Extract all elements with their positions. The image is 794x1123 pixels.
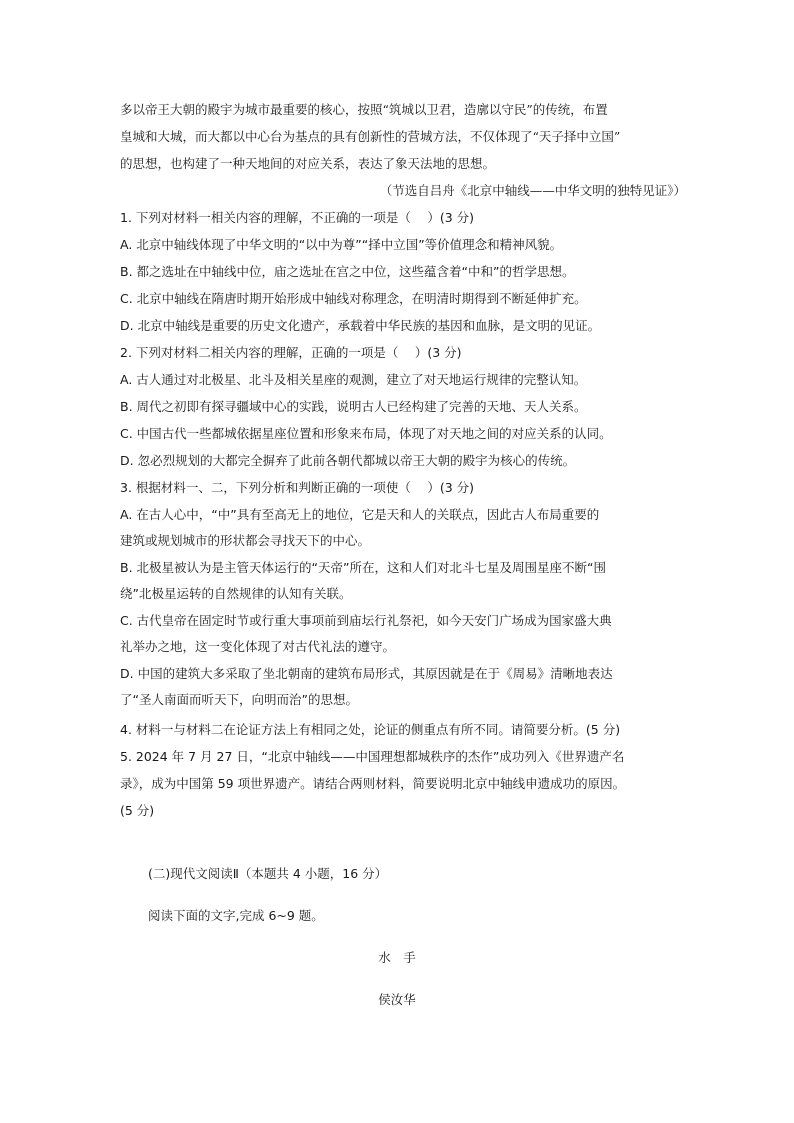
q3-option-d-line-2: 了“圣人南面而听天下，向明而治”的思想。 (120, 692, 358, 707)
q2-stem: 2. 下列对材料二相关内容的理解，正确的一项是（ ）(3 分) (120, 345, 462, 360)
q1-option-d: D. 北京中轴线是重要的历史文化遗产，承载着中华民族的基因和血脉，是文明的见证。 (120, 318, 601, 333)
q3-stem: 3. 根据材料一、二，下列分析和判断正确的一项使（ ）(3 分) (120, 480, 475, 495)
q1-stem: 1. 下列对材料一相关内容的理解，不正确的一项是（ ）(3 分) (120, 210, 475, 225)
passage-source: （节选自吕舟《北京中轴线——中华文明的独特见证》） (379, 183, 686, 198)
q3-option-b-line-1: B. 北极星被认为是主管天体运行的“天帝”所在，这和人们对北斗七星及周围星座不断“围 (120, 560, 606, 575)
text-author: 侯汝华 (378, 992, 416, 1007)
q3-option-c-line-1: C. 古代皇帝在固定时节或行重大事项前到庙坛行礼祭祀，如今天安门广场成为国家盛大典 (120, 613, 612, 628)
q3-option-c-line-2: 礼举办之地，这一变化体现了对古代礼法的遵守。 (120, 639, 396, 654)
q5-line-1: 5. 2024 年 7 月 27 日，“北京中轴线——中国理想都城秩序的杰作”成功列入《世界遗产名 (120, 749, 625, 764)
q1-option-b: B. 都之选址在中轴线中位，庙之选址在宫之中位，这些蕴含着“中和”的哲学思想。 (120, 264, 575, 279)
q5-line-3: (5 分) (120, 803, 155, 818)
text-title: 水 手 (378, 950, 416, 965)
passage-line-2: 皇城和大城，而大都以中心台为基点的具有创新性的营城方法，不仅体现了“天子择中立国” (120, 129, 621, 144)
passage-line-1: 多以帝王大朝的殿宇为城市最重要的核心，按照“筑城以卫君，造廓以守民”的传统，布置 (120, 102, 608, 117)
q5-line-2: 录》，成为中国第 59 项世界遗产。请结合两则材料，简要说明北京中轴线申遗成功的原因。 (120, 776, 626, 791)
q3-option-a-line-1: A. 在古人心中，“中”具有至高无上的地位，它是天和人的关联点，因此古人布局重要的 (120, 507, 600, 522)
q2-option-c: C. 中国古代一些都城依据星座位置和形象来布局，体现了对天地之间的对应关系的认同。 (120, 426, 612, 441)
q2-option-d: D. 忽必烈规划的大都完全摒弃了此前各朝代都城以帝王大朝的殿宇为核心的传统。 (120, 453, 576, 468)
section-heading: (二)现代文阅读Ⅱ（本题共 4 小题，16 分） (148, 866, 388, 881)
q3-option-b-line-2: 绕”北极星运转的自然规律的认知有关联。 (120, 586, 352, 601)
section-instruction: 阅读下面的文字,完成 6~9 题。 (148, 908, 324, 923)
q3-option-a-line-2: 建筑或规划城市的形状都会寻找天下的中心。 (120, 533, 371, 548)
passage-line-3: 的思想，也构建了一种天地间的对应关系，表达了象天法地的思想。 (120, 156, 496, 171)
q1-option-c: C. 北京中轴线在隋唐时期开始形成中轴线对称理念，在明清时期得到不断延伸扩充。 (120, 291, 587, 306)
q4-stem: 4. 材料一与材料二在论证方法上有相同之处，论证的侧重点有所不同。请简要分析。(5 分) (120, 722, 621, 737)
q2-option-b: B. 周代之初即有探寻疆域中心的实践，说明古人已经构建了完善的天地、天人关系。 (120, 399, 587, 414)
q2-option-a: A. 古人通过对北极星、北斗及相关星座的观测，建立了对天地运行规律的完整认知。 (120, 372, 587, 387)
q1-option-a: A. 北京中轴线体现了中华文明的“以中为尊”“择中立国”等价值理念和精神风貌。 (120, 237, 563, 252)
q3-option-d-line-1: D. 中国的建筑大多采取了坐北朝南的建筑布局形式，其原因就是在于《周易》清晰地表达 (120, 666, 613, 681)
